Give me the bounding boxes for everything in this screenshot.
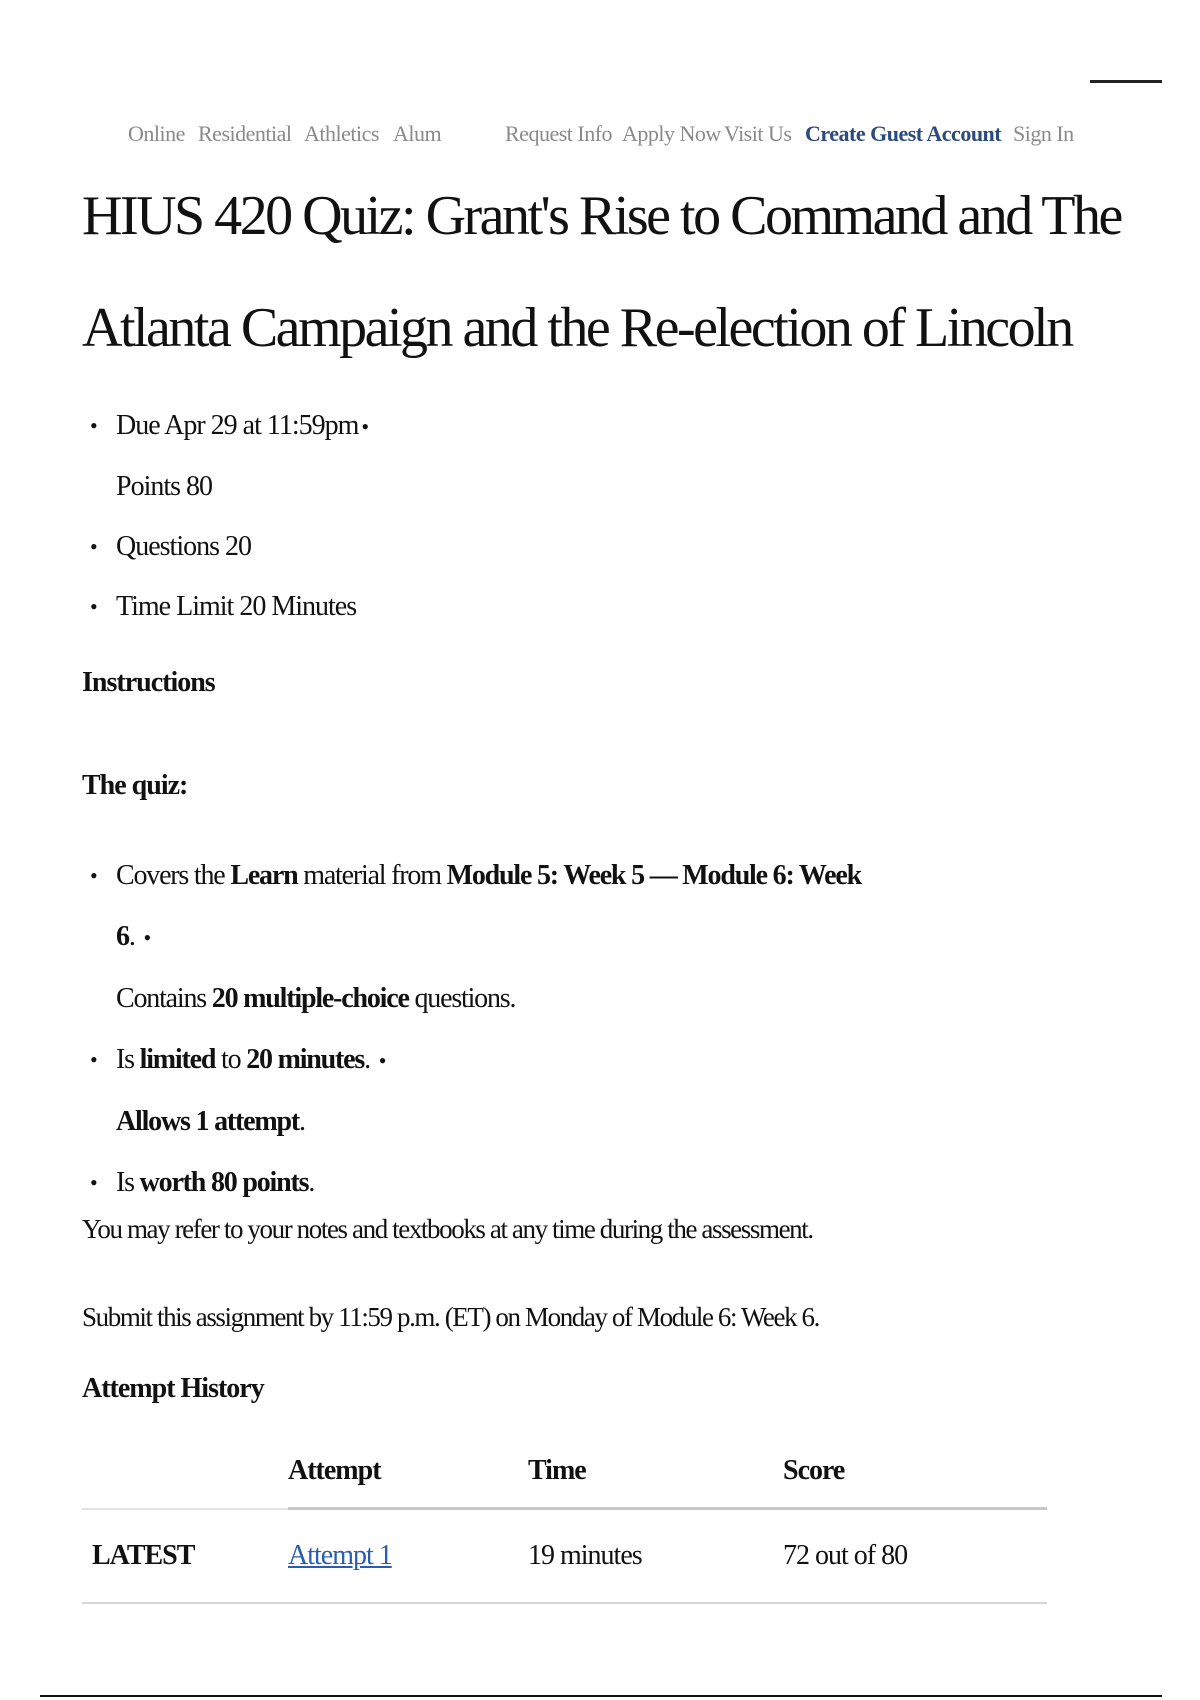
bullet: • — [361, 414, 369, 439]
nav-link-alum[interactable]: Alum — [393, 121, 442, 146]
nav-link-online[interactable]: Online — [128, 121, 185, 146]
attempt-history-table — [82, 1435, 1047, 1604]
score-cell: 72 out of 80 — [783, 1509, 1047, 1604]
due-label: Due — [116, 410, 160, 441]
rule-emphasis: 20 minutes — [246, 1044, 365, 1075]
status-column-header — [82, 1435, 288, 1509]
due-detail — [82, 396, 682, 517]
rule-text: . — [299, 1106, 305, 1137]
nav-link-create-guest-account[interactable]: Create Guest Account — [805, 121, 1002, 146]
rule-emphasis: Module 5: Week 5 — Module 6: Week 6 — [116, 860, 861, 952]
score-column-header: Score — [783, 1435, 1047, 1509]
rule-text: Is — [116, 1167, 140, 1198]
quiz-rules-list — [82, 845, 882, 1213]
quiz-intro: The quiz: — [82, 770, 188, 801]
nav-link-residential[interactable]: Residential — [198, 121, 292, 146]
time-cell: 19 minutes — [528, 1509, 783, 1604]
attempt-1-link[interactable]: Attempt 1 — [288, 1540, 392, 1571]
bullet: • — [143, 925, 150, 950]
table-header-row — [82, 1435, 1047, 1509]
bullet: • — [378, 1048, 386, 1073]
time-limit-detail — [82, 577, 682, 637]
submission-note: You may refer to your notes and textbooks at any time during the assessment. Submit this assignment by 11:59 p.m. (ET) on Monday of Module 6: Week 6. — [82, 1214, 819, 1332]
bullet: • — [90, 594, 97, 619]
footer-divider — [40, 1695, 1162, 1697]
time-limit-label: Time Limit — [116, 591, 234, 622]
top-navigation — [0, 121, 1200, 153]
rule-text: to — [215, 1044, 247, 1075]
rule-covers — [82, 845, 882, 1029]
rule-emphasis: Learn — [230, 860, 298, 891]
due-value: Apr 29 at 11:59pm — [164, 410, 359, 441]
quiz-details — [82, 396, 682, 637]
questions-label: Questions — [116, 531, 219, 562]
attempt-cell — [288, 1509, 528, 1604]
rule-text: . — [364, 1044, 370, 1075]
rule-limited — [82, 1029, 882, 1152]
table-row — [82, 1509, 1047, 1604]
instructions-heading: Instructions — [82, 667, 215, 698]
questions-value: 20 — [225, 531, 251, 562]
nav-link-visit-us[interactable]: Visit Us — [724, 121, 792, 146]
rule-text: Contains — [116, 983, 212, 1014]
page-title: HIUS 420 Quiz: Grant's Rise to Command and The Atlanta Campaign and the Re-election of Lincoln — [82, 185, 1121, 359]
nav-link-request-info[interactable]: Request Info — [505, 121, 613, 146]
bullet: • — [90, 534, 97, 559]
rule-text: . — [308, 1167, 315, 1198]
rule-emphasis: 20 multiple-choice — [211, 983, 409, 1014]
rule-text: questions. — [408, 983, 516, 1014]
time-limit-value: 20 Minutes — [239, 591, 357, 622]
questions-detail — [82, 517, 682, 577]
nav-link-apply-now[interactable]: Apply Now — [622, 121, 721, 146]
rule-emphasis: worth 80 points — [139, 1167, 309, 1198]
nav-link-athletics[interactable]: Athletics — [304, 121, 379, 146]
bullet: • — [90, 413, 97, 438]
time-column-header: Time — [528, 1435, 783, 1509]
points-value: 80 — [186, 471, 213, 502]
attempt-history-heading: Attempt History — [82, 1373, 264, 1404]
bullet: • — [90, 1047, 97, 1072]
nav-link-sign-in[interactable]: Sign In — [1013, 121, 1074, 146]
rule-text: Is — [116, 1044, 140, 1075]
latest-status: LATEST — [82, 1509, 288, 1604]
bullet: • — [90, 863, 97, 888]
rule-text: material from — [297, 860, 447, 891]
points-label: Points — [116, 471, 181, 502]
rule-text: . — [128, 921, 135, 952]
rule-text: Covers the — [116, 860, 231, 891]
header-divider — [1090, 80, 1162, 83]
bullet: • — [90, 1170, 97, 1195]
rule-emphasis: limited — [139, 1044, 216, 1075]
rule-emphasis: Allows 1 attempt — [116, 1106, 299, 1137]
attempt-column-header: Attempt — [288, 1435, 528, 1509]
